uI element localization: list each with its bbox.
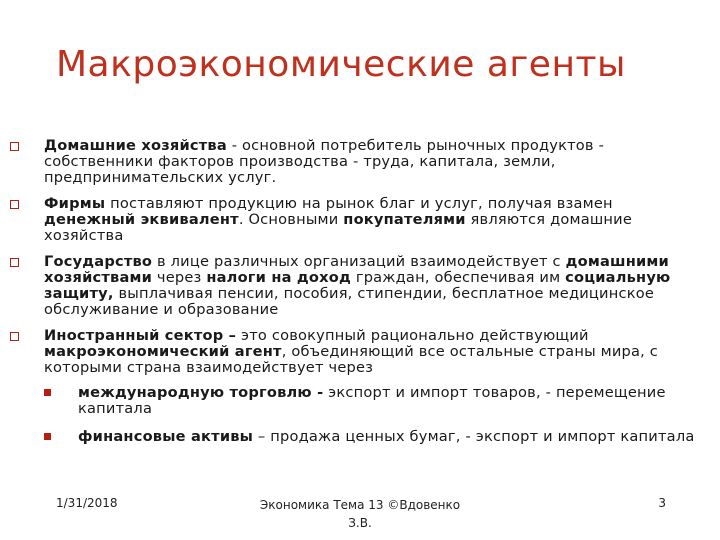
text: это совокупный рационально действующий [236, 327, 589, 344]
text: . Основными [238, 211, 344, 228]
text: выплачивая пенсии, пособия, стипендии, бесплатное медицинское обслуживание и образование [44, 285, 655, 318]
bold-text: Фирмы [44, 195, 106, 212]
filled-square-bullet-icon [44, 433, 51, 440]
bold-text: покупателями [343, 211, 466, 228]
text: поставляют продукцию на рынок благ и услуг, получая взамен [105, 195, 613, 212]
hollow-square-bullet-icon [10, 142, 19, 151]
page-number: 3 [658, 496, 666, 510]
filled-square-bullet-icon [44, 389, 51, 396]
footer-center [232, 496, 488, 532]
bold-text: Иностранный сектор – [44, 327, 237, 344]
text: экспорт и импорт товаров, - перемещение капитала [78, 384, 666, 417]
item-text [44, 254, 704, 318]
item-text [44, 328, 704, 376]
bold-text: денежный эквивалент [44, 211, 239, 228]
text: граждан, обеспечивая им [350, 269, 566, 286]
bold-text: домашними хозяйствами [44, 253, 669, 286]
sub-item-text [78, 429, 708, 445]
text: - основной потребитель рыночных продуктов - собственники факторов производства - труда, капитала, земли, предпринимательских услуг. [44, 137, 605, 186]
text: , объединяющий все остальные страны мира, с которыми страна взаимодействует через [44, 343, 659, 376]
footer-date: 1/31/2018 [56, 496, 118, 510]
sub-item-text [78, 385, 708, 417]
bold-text: международную торговлю - [78, 384, 324, 401]
footer-center-line1: Экономика Тема 13 ©Вдовенко [259, 498, 461, 512]
bold-text: Домашние хозяйства [44, 137, 227, 154]
hollow-square-bullet-icon [10, 258, 19, 267]
text: через [152, 269, 207, 286]
text: – продажа ценных бумаг, - экспорт и импорт капитала [253, 428, 695, 445]
bold-text: налоги на доход [206, 269, 351, 286]
hollow-square-bullet-icon [10, 332, 19, 341]
slide-title: Макроэкономические агенты [56, 44, 626, 85]
item-text [44, 196, 704, 244]
bold-text: финансовые активы [78, 428, 254, 445]
item-text [44, 138, 704, 186]
text: являются домашние хозяйства [44, 211, 633, 244]
bold-text: Государство [44, 253, 153, 270]
bold-text: социальную защиту, [44, 269, 671, 302]
text: в лице различных организаций взаимодействует с [152, 253, 566, 270]
bold-text: макроэкономический агент [44, 343, 282, 360]
footer-center-line2: З.В. [348, 516, 372, 530]
hollow-square-bullet-icon [10, 200, 19, 209]
